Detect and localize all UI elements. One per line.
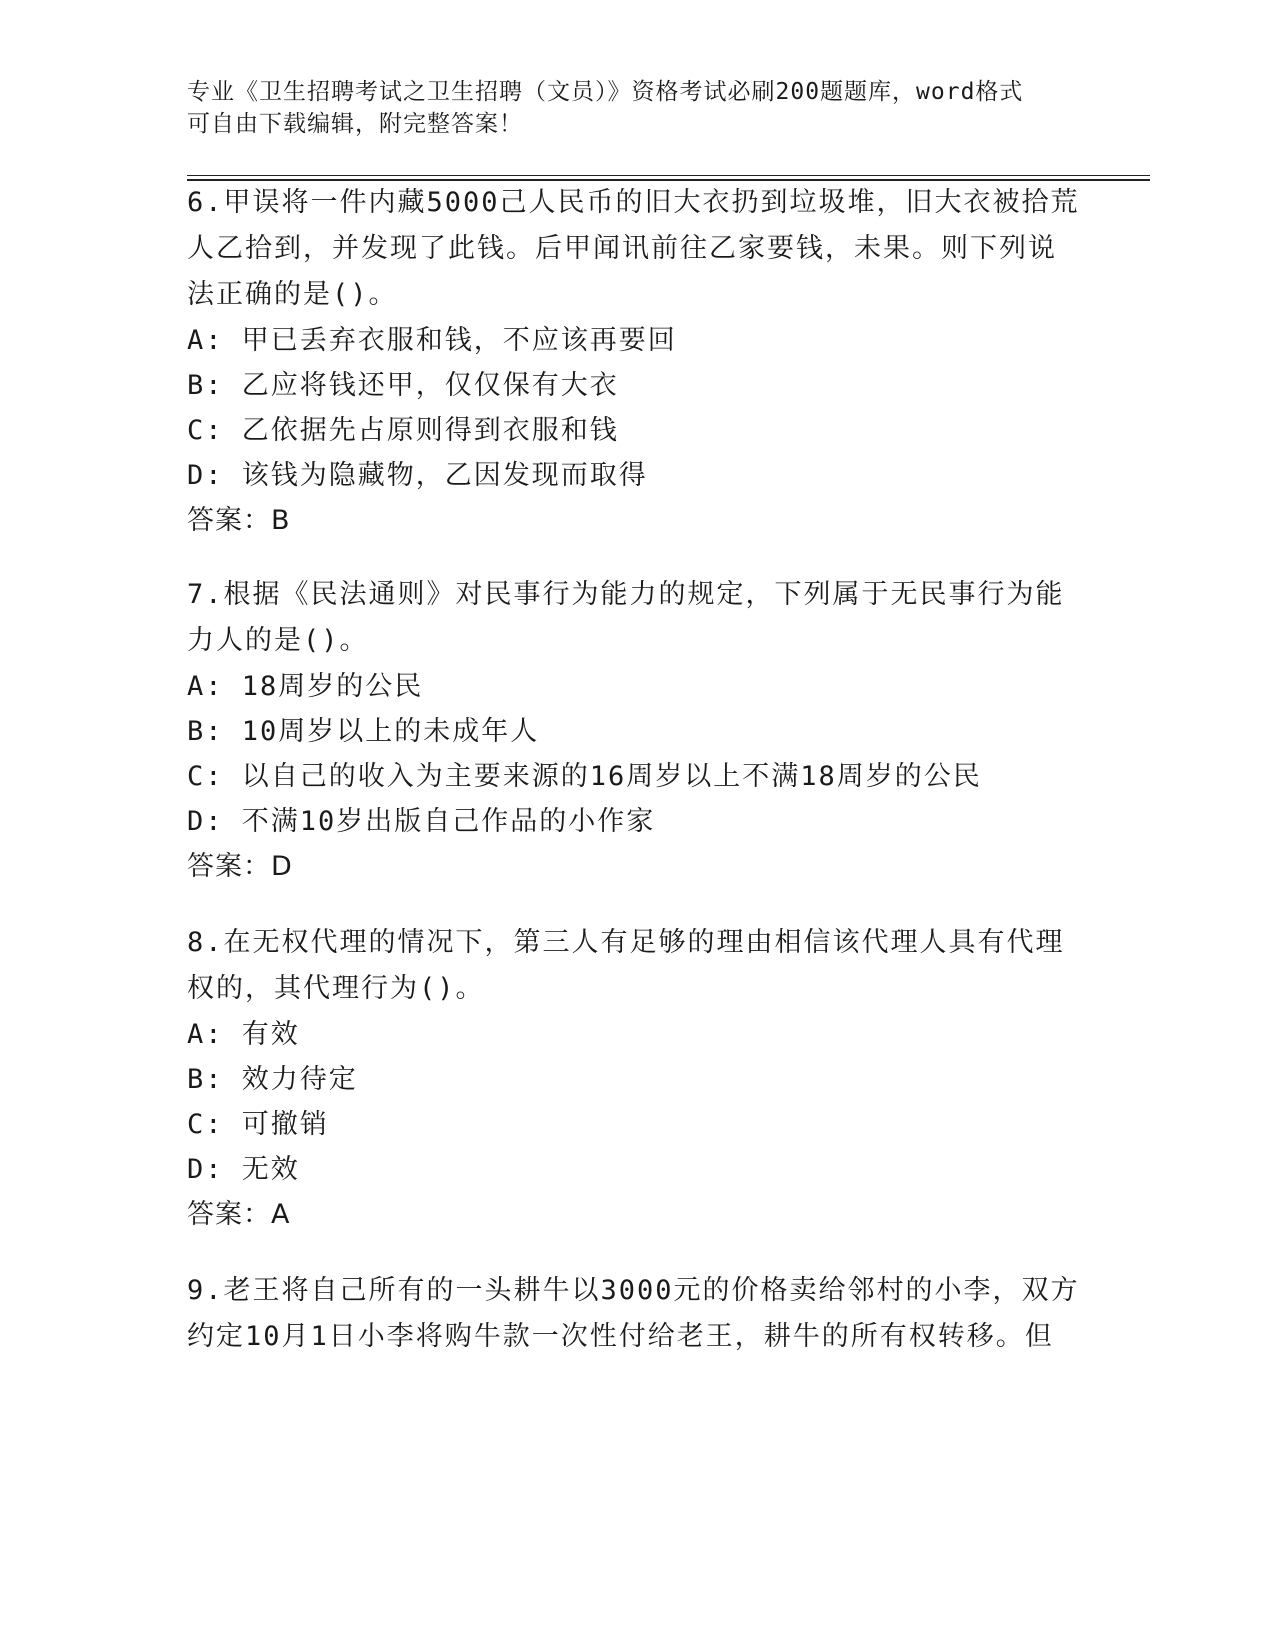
header-line-1: 专业《卫生招聘考试之卫生招聘（文员）》资格考试必刷200题题库，word格式 (187, 79, 1024, 105)
question-text-line: 8.在无权代理的情况下，第三人有足够的理由相信该代理人具有代理 (187, 927, 1065, 958)
option-c: C: 以自己的收入为主要来源的16周岁以上不满18周岁的公民 (187, 761, 982, 792)
header-divider-thin (187, 175, 1150, 176)
option-c: C: 乙依据先占原则得到衣服和钱 (187, 415, 619, 446)
question-text-line: 法正确的是()。 (187, 279, 398, 310)
answer: 答案：D (187, 851, 293, 882)
question-8 (187, 920, 1087, 1238)
option-a: A: 甲已丢弃衣服和钱，不应该再要回 (187, 325, 677, 356)
question-text-line: 9.老王将自己所有的一头耕牛以3000元的价格卖给邻村的小李，双方 (187, 1275, 1080, 1306)
option-a: A: 18周岁的公民 (187, 671, 424, 702)
option-a: A: 有效 (187, 1019, 300, 1050)
option-b: B: 效力待定 (187, 1064, 358, 1095)
option-d: D: 该钱为隐藏物，乙因发现而取得 (187, 460, 648, 491)
answer: 答案：A (187, 1199, 291, 1230)
question-text-line: 6.甲误将一件内藏5000己人民币的旧大衣扔到垃圾堆，旧大衣被拾荒 (187, 187, 1080, 218)
question-9 (187, 1268, 1087, 1360)
document-header (187, 76, 1087, 140)
option-b: B: 乙应将钱还甲，仅仅保有大衣 (187, 370, 619, 401)
header-line-2: 可自由下载编辑，附完整答案！ (187, 111, 523, 137)
question-7 (187, 572, 1087, 890)
question-text-line: 7.根据《民法通则》对民事行为能力的规定，下列属于无民事行为能 (187, 579, 1065, 610)
question-text-line: 权的，其代理行为()。 (187, 973, 485, 1004)
question-text-line: 力人的是()。 (187, 625, 369, 656)
option-d: D: 无效 (187, 1154, 300, 1185)
question-6 (187, 180, 1087, 544)
answer: 答案：B (187, 505, 291, 536)
option-c: C: 可撤销 (187, 1109, 329, 1140)
option-d: D: 不满10岁出版自己作品的小作家 (187, 806, 656, 837)
question-text-line: 人乙拾到，并发现了此钱。后甲闻讯前往乙家要钱，未果。则下列说 (187, 233, 1057, 264)
option-b: B: 10周岁以上的未成年人 (187, 716, 540, 747)
question-text-line: 约定10月1日小李将购牛款一次性付给老王，耕牛的所有权转移。但 (187, 1321, 1054, 1352)
